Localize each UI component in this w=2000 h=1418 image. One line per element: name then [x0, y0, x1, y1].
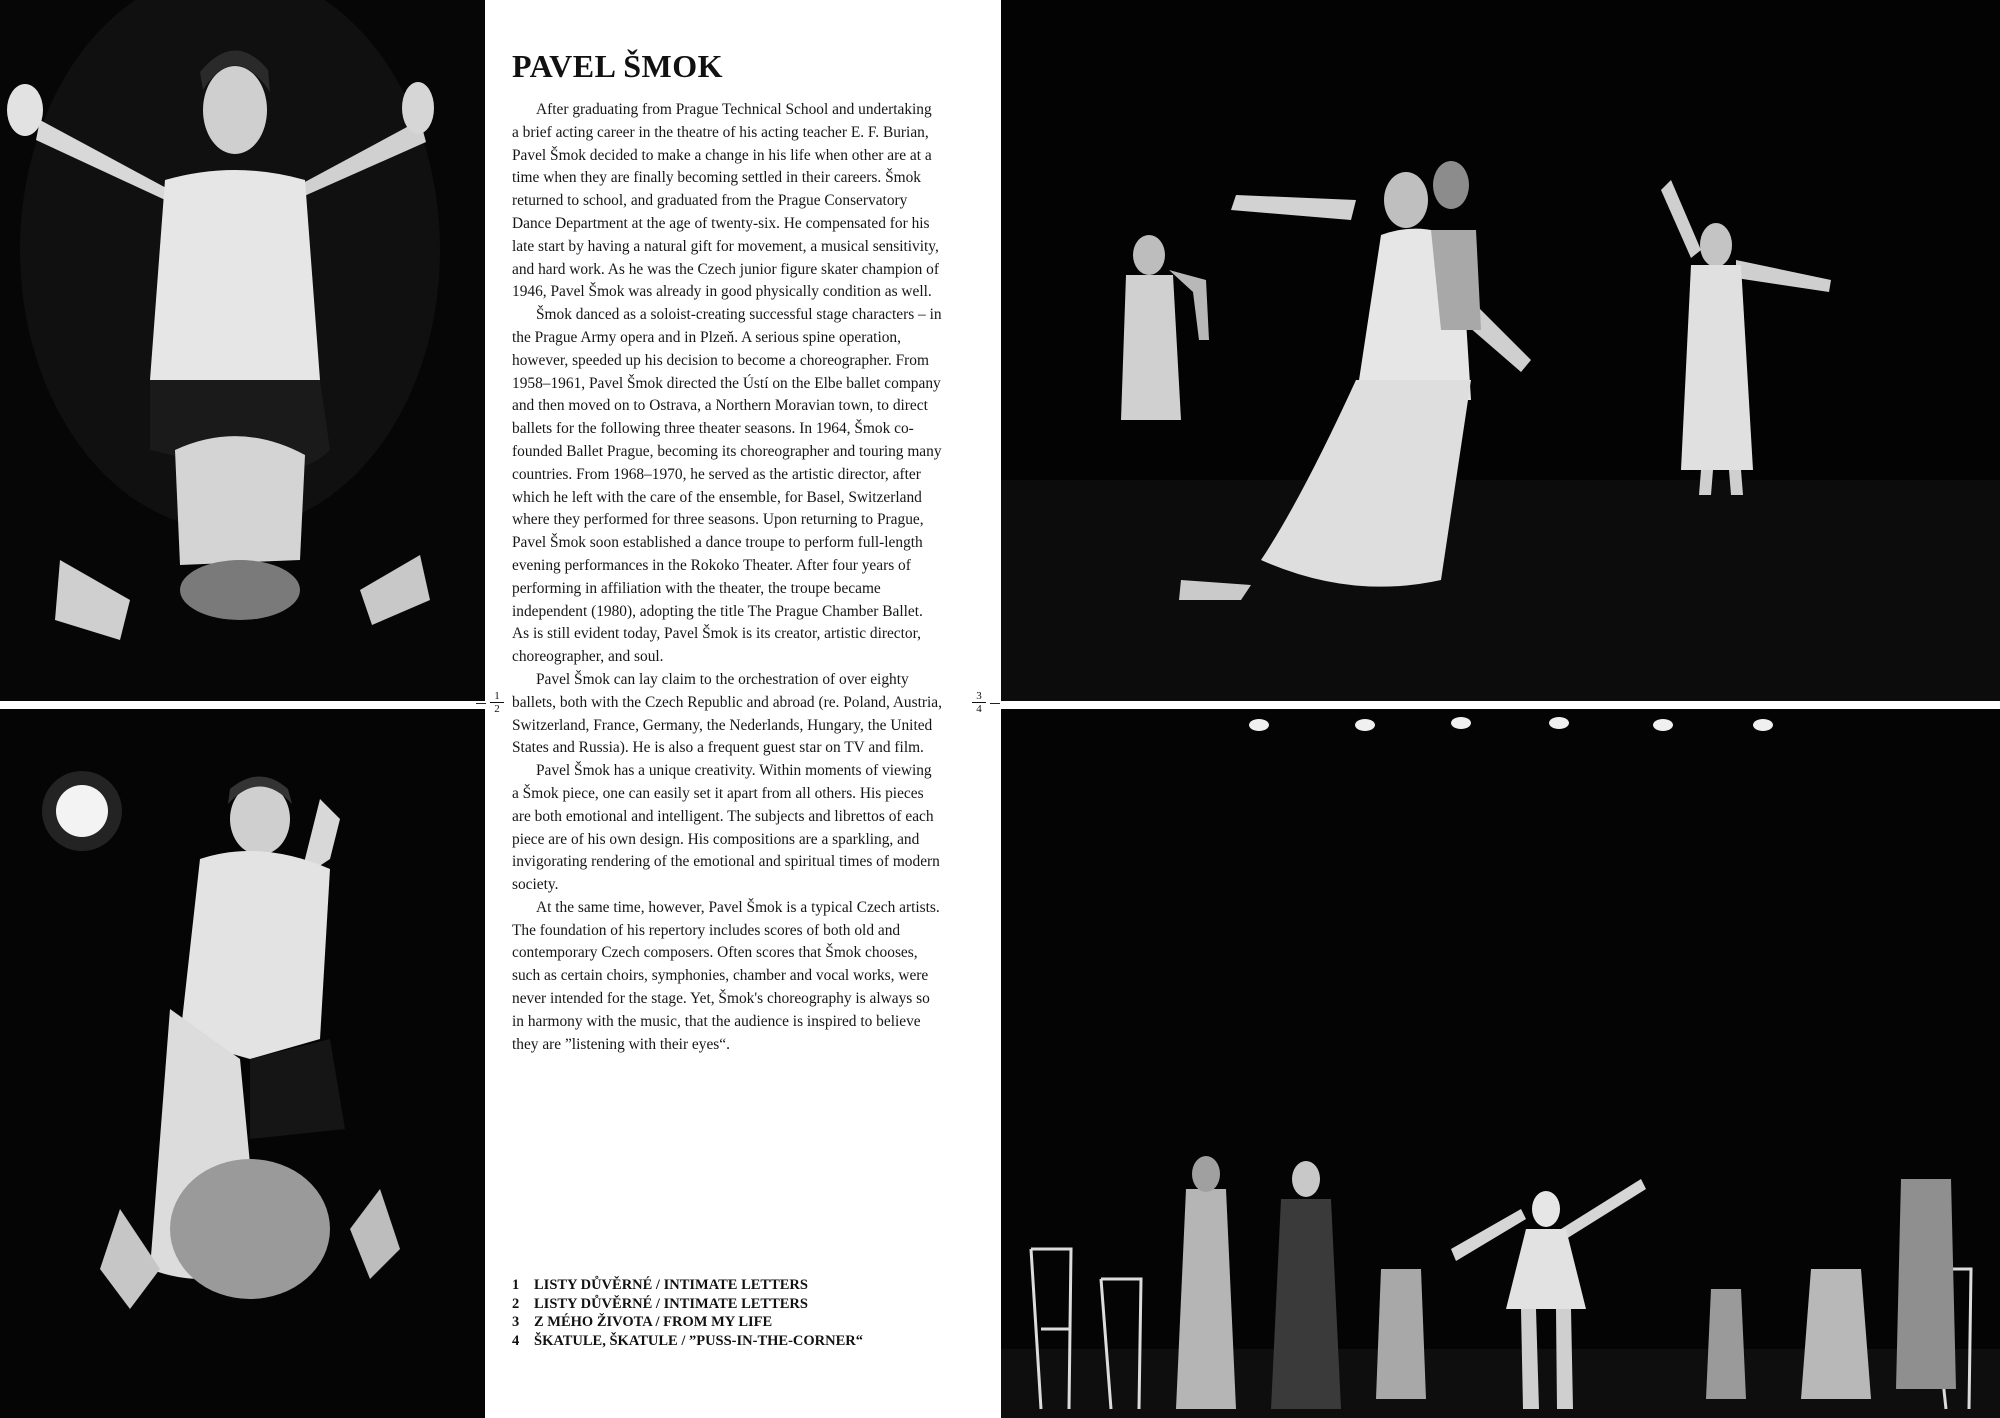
- photo-index-marker-left: [490, 690, 504, 715]
- marker-number: 2: [494, 703, 500, 715]
- photo-4-stage-ensemble: [1001, 709, 2000, 1418]
- caption-number: 4: [512, 1332, 520, 1349]
- article-body: [512, 99, 942, 1056]
- caption-row: [512, 1332, 972, 1351]
- caption-row: [512, 1313, 972, 1332]
- caption-text: LISTY DŮVĚRNÉ / INTIMATE LETTERS: [534, 1277, 808, 1293]
- paragraph-3: Pavel Šmok can lay claim to the orchestration of over eighty ballets, both with the Czech Republic and abroad (re. Poland, Austria, Switzerland, France, Germany, the Nederlands, Hungary, the United States and Russia). He is also a frequent guest star on TV and film.: [512, 670, 942, 757]
- caption-row: [512, 1295, 972, 1314]
- marker-tick-left: [476, 703, 486, 704]
- paragraph-1: After graduating from Prague Technical School and undertaking a brief acting career in the theatre of his acting teacher E. F. Burian, Pavel Šmok decided to make a change in his life when other are at a time when they are finally becoming settled in their careers. Šmok returned to school, and graduated from the Prague Conservatory Dance Department at the age of twenty-six. He compensated for his late start by having a natural gift for movement, a musical sensitivity, and hard work. As he was the Czech junior figure skater champion of 1946, Pavel Šmok was already in good physically condition as well.: [512, 101, 939, 301]
- photo-1-dancer-arms-raised: [0, 0, 485, 701]
- article-column: [512, 48, 942, 1056]
- photo-3-group-dancers: [1001, 0, 2000, 701]
- caption-number: 1: [512, 1277, 520, 1293]
- caption-number: 3: [512, 1314, 520, 1330]
- caption-text: ŠKATULE, ŠKATULE / ”PUSS-IN-THE-CORNER“: [534, 1332, 863, 1349]
- caption-text: Z MÉHO ŽIVOTA / FROM MY LIFE: [534, 1314, 773, 1330]
- caption-row: [512, 1276, 972, 1295]
- photo-index-marker-right: [972, 690, 986, 715]
- paragraph-2: Šmok danced as a soloist-creating successful stage characters – in the Prague Army opera and in Plzeň. A serious spine operation, however, speeded up his decision to become a choreographer. From 1958–1961, Pavel Šmok directed the Ústí on the Elbe ballet company and then moved on to Ostrava, a Northern Moravian town, to direct ballets for the following three theater seasons. In 1964, Šmok co-founded Ballet Prague, becoming its choreographer and touring many countries. From 1968–1970, he served as the artistic director, after which he left with the care of the ensemble, for Basel, Switzerland where they performed for three seasons. Upon returning to Prague, Pavel Šmok soon established a dance troupe to perform full-length evening performances in the Rokoko Theater. After four years of performing in affiliation with the theater, the troupe became independent (1980), adopting the title The Prague Chamber Ballet. As is still evident today, Pavel Šmok is its creator, artistic director, choreographer, and soul.: [512, 306, 942, 666]
- caption-number: 2: [512, 1295, 520, 1312]
- caption-text: LISTY DŮVĚRNÉ / INTIMATE LETTERS: [534, 1295, 808, 1312]
- marker-tick-right: [990, 703, 1000, 704]
- photo-captions: [512, 1276, 972, 1350]
- marker-number: 4: [976, 703, 982, 715]
- photo-2-dancer-spotlight: [0, 709, 485, 1418]
- paragraph-4: Pavel Šmok has a unique creativity. Within moments of viewing a Šmok piece, one can easily set it apart from all others. His pieces are both emotional and intelligent. The subjects and librettos of each piece are of his own design. His compositions are a sparkling, and invigorating rendering of the emotional and spiritual times of modern society.: [512, 762, 940, 894]
- article-title: PAVEL ŠMOK: [512, 48, 723, 84]
- marker-number: 1: [490, 690, 504, 703]
- marker-number: 3: [972, 690, 986, 703]
- paragraph-5: At the same time, however, Pavel Šmok is a typical Czech artists. The foundation of his repertory includes scores of both old and contemporary Czech composers. Often scores that Šmok chooses, such as certain choirs, symphonies, chamber and vocal works, were never intended for the stage. Yet, Šmok's choreography is always so in harmony with the music, that the audience is inspired to believe they are ”listening with their eyes“.: [512, 898, 940, 1053]
